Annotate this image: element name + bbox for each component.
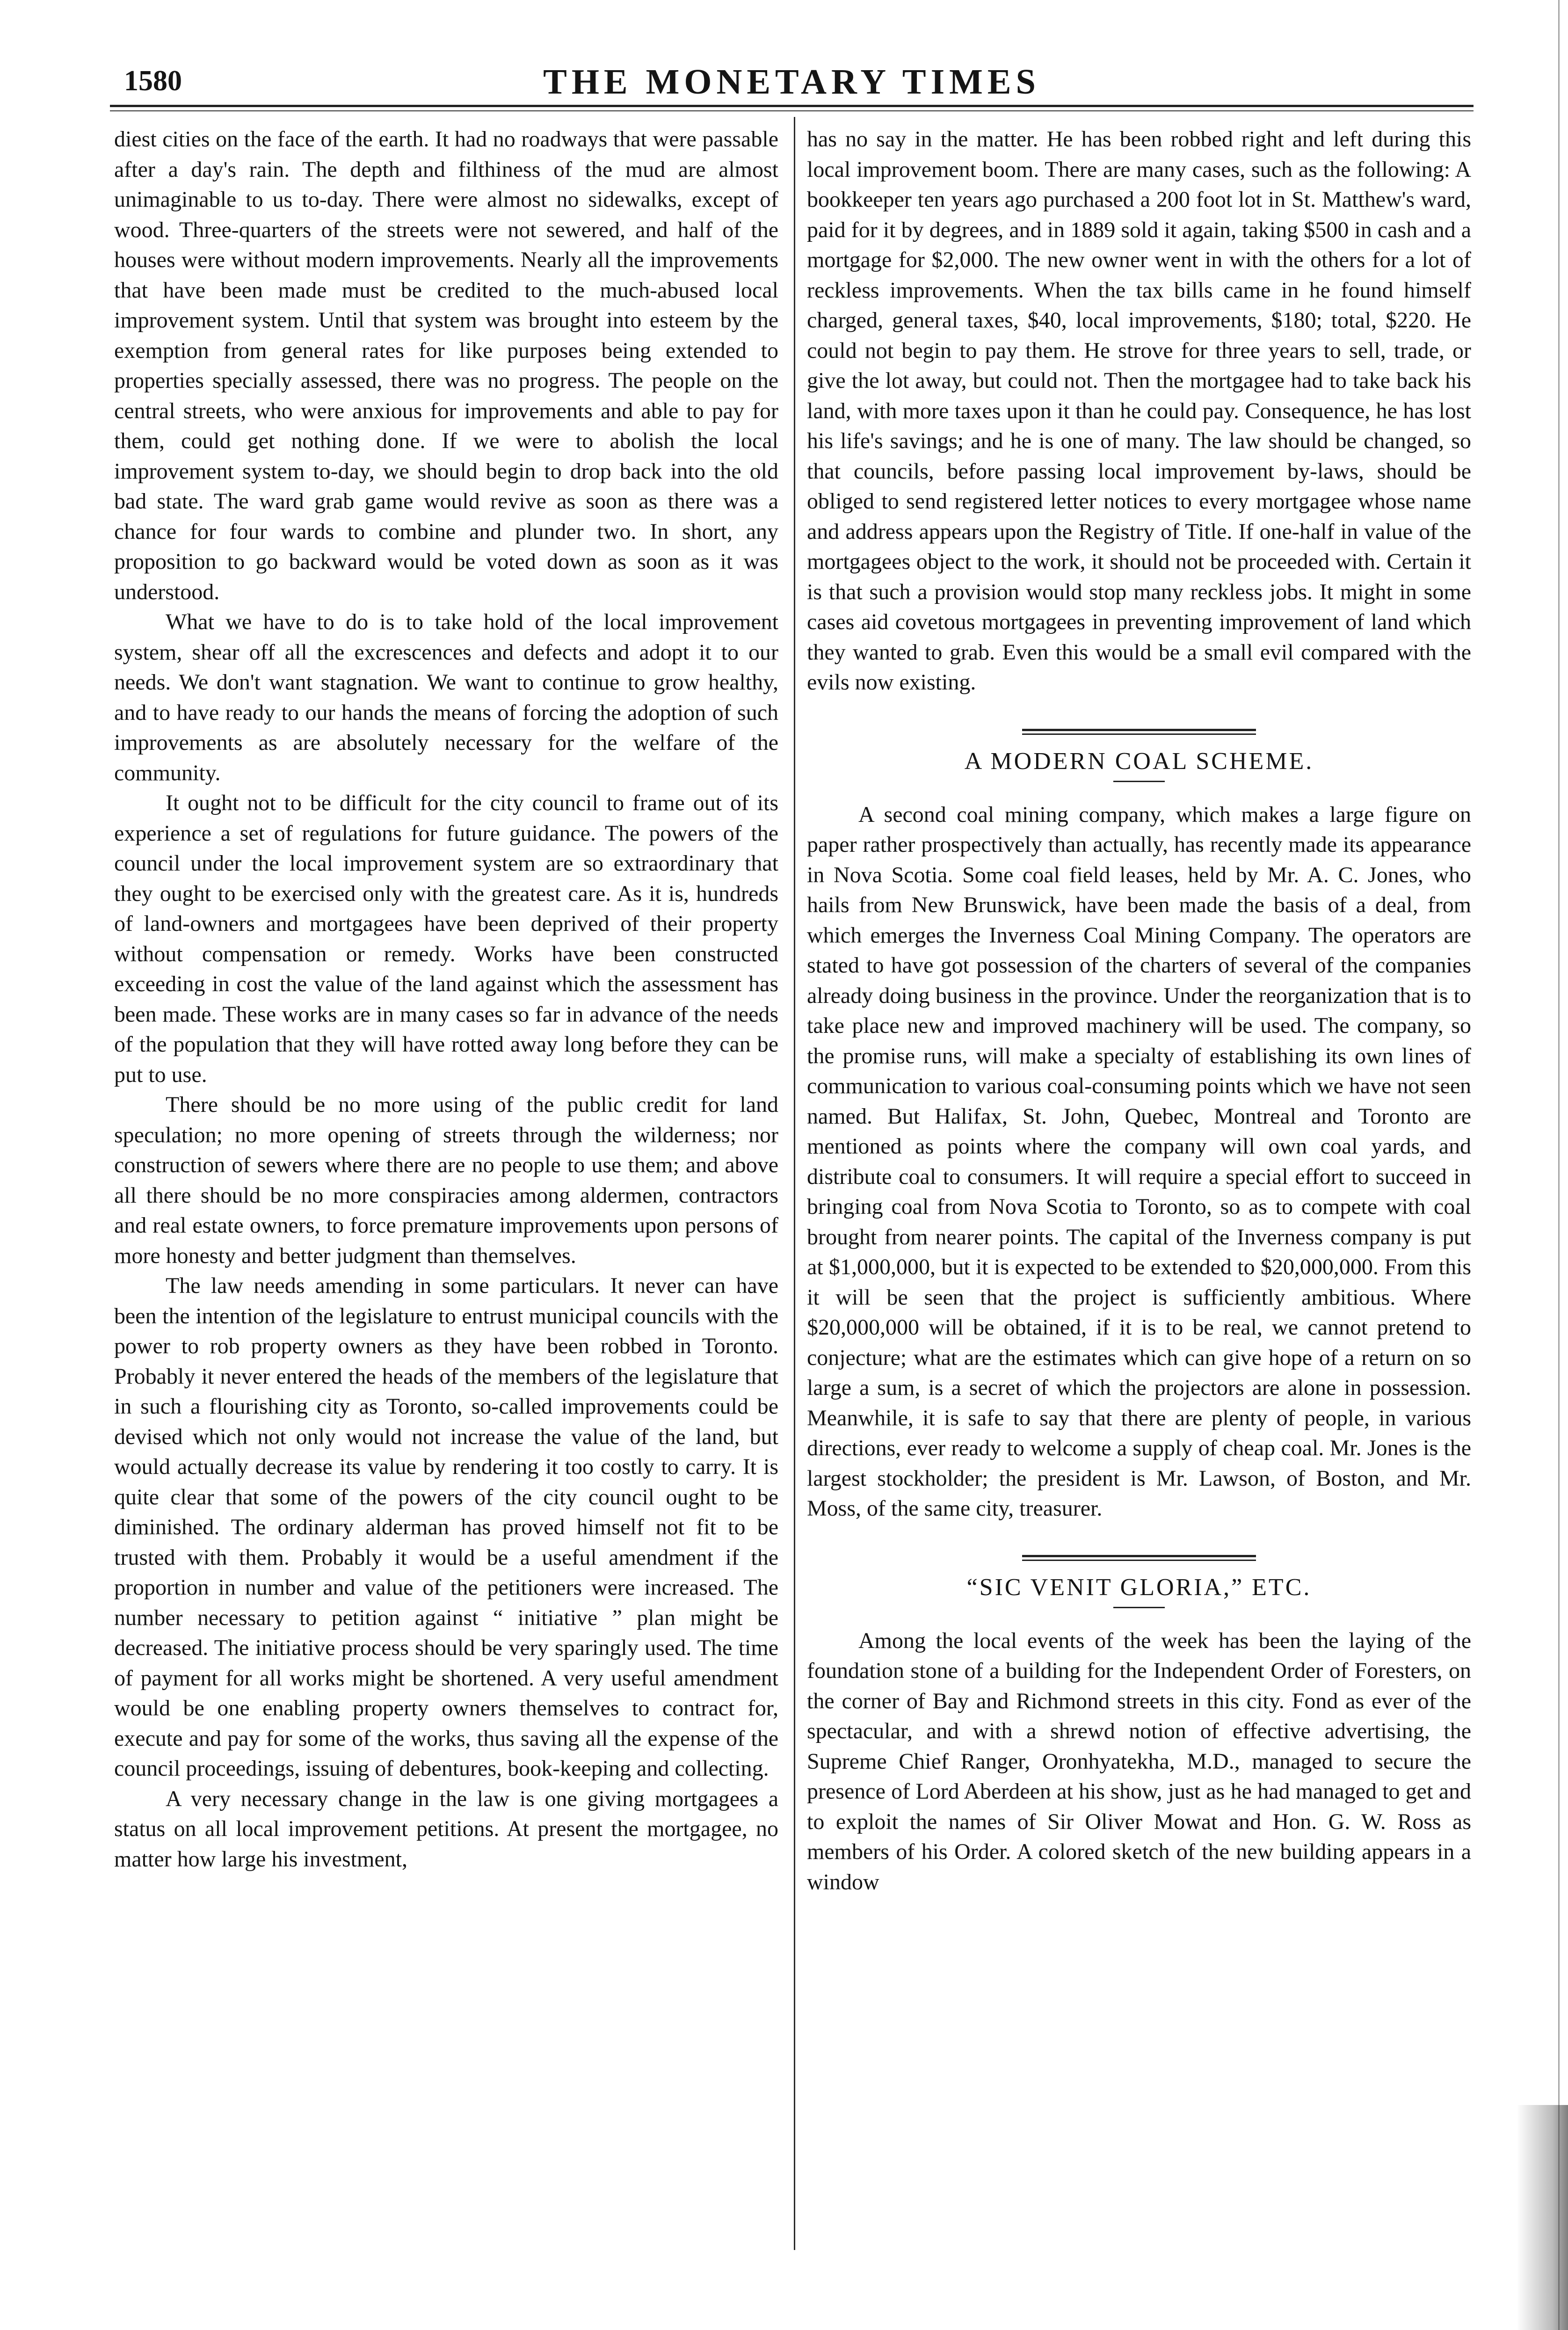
- heading-underline: [1113, 781, 1165, 782]
- scan-edge-smudge: [1517, 2105, 1568, 2330]
- paragraph: A second coal mining company, which makes a large figure on paper rather prospectively than actually, has recently made its appearance in Nova Scotia. Some coal field leases, held by Mr. A. C. Jones, who hails from New Brunswick, have been made the basis of a deal, from which emerges the Inverness Coal Mining Company. The operators are stated to have got possession of the charters of several of the companies already doing business in the province. Under the reorganization that is to take place new and improved machinery will be used. The company, so the promise runs, will make a specialty of establishing its own lines of communication to various coal-consuming points which we have not seen named. But Halifax, St. John, Quebec, Montreal and Toronto are mentioned as points where the company will own coal yards, and distribute coal to consumers. It will require a special effort to succeed in bringing coal from Nova Scotia to Toronto, so as to compete with coal brought from nearer points. The capital of the Inverness company is put at $1,000,000, but it is expected to be extended to $20,000,000. From this it will be seen that the project is sufficiently ambitious. Where $20,000,000 will be obtained, if it is to be real, we cannot pretend to conjecture; what are the estimates which can give hope of a return on so large a sum, is a secret of which the projectors are alone in possession. Meanwhile, it is safe to say that there are plenty of people, in various directions, ever ready to welcome a supply of cheap coal. Mr. Jones is the largest stockholder; the president is Mr. Lawson, of Boston, and Mr. Moss, of the same city, treasurer.: [807, 802, 1471, 1521]
- paragraph: diest cities on the face of the earth. It had no roadways that were passable after a day's rain. The depth and filthiness of the mud are almost unimaginable to us to-day. There were almost no sidewalks, except of wood. Three-quarters of the streets were not sewered, and half of the houses were without modern improvements. Nearly all the improvements that have been made must be credited to the much-abused local improvement system. Until that system was brought into esteem by the exemption from general rates for like purposes being extended to properties specially assessed, there was no progress. The people on the central streets, who were anxious for improvements and able to pay for them, could get nothing done. If we were to abolish the local improvement system to-day, we should begin to drop back into the old bad state. The ward grab game would revive as soon as there was a chance for four wards to combine and plunder two. In short, any proposition to go backward would be voted down as soon as it was understood.: [114, 127, 778, 604]
- section-break-rule: [1022, 729, 1256, 735]
- masthead-title: THE MONETARY TIMES: [543, 62, 1040, 102]
- paragraph: What we have to do is to take hold of the local improvement system, shear off all the excrescences and defects and adopt it to our needs. We don't want stagnation. We want to continue to grow healthy, and to have ready to our hands the means of forcing the adoption of such improvements as are absolutely necessary for the welfare of the community.: [114, 610, 778, 785]
- column-divider: [794, 117, 795, 2250]
- paragraph: A very necessary change in the law is one giving mortgagees a status on all local improvement petitions. At present the mortgagee, no matter how large his investment,: [114, 1786, 778, 1872]
- paragraph: Among the local events of the week has been the laying of the foundation stone of a building for the Independent Order of Foresters, on the corner of Bay and Richmond streets in this city. Fond as ever of the spectacular, and with a shrewd notion of effective advertising, the Supreme Chief Ranger, Oronhyatekha, M.D., managed to secure the presence of Lord Aberdeen at his show, just as he had managed to get and to exploit the names of Sir Oliver Mowat and Hon. G. W. Ross as members of his Order. A colored sketch of the new building appears in a window: [807, 1628, 1471, 1894]
- scan-edge-line: [1558, 0, 1560, 2330]
- paragraph: There should be no more using of the public credit for land speculation; no more opening of streets through the wilderness; nor construction of sewers where there are no people to use them; and above all there should be no more conspiracies among aldermen, contractors and real estate owners, to force premature improvements upon persons of more honesty and better judgment than themselves.: [114, 1092, 778, 1268]
- right-column: [807, 124, 1471, 1897]
- section-break-rule: [1022, 1555, 1256, 1561]
- page-header: [110, 62, 1474, 130]
- page-number: 1580: [124, 65, 182, 97]
- paragraph: The law needs amending in some particulars. It never can have been the intention of the legislature to entrust municipal councils with the power to rob property owners as they have been robbed in Toronto. Probably it never entered the heads of the members of the legislature that in such a flourishing city as Toronto, so-called improvements could be devised which not only would not increase the value of the land, but would actually decrease its value by rendering it too costly to carry. It is quite clear that some of the powers of the city council ought to be diminished. The ordinary alderman has proved himself not fit to be trusted with them. Probably it would be a useful amendment if the proportion in number and value of the petitioners were increased. The number necessary to petition against “ initiative ” plan might be decreased. The initiative process should be very sparingly used. The time of payment for all works might be shortened. A very useful amendment would be one enabling property owners themselves to contract for, execute and pay for some of the works, thus saving all the expense of the council proceedings, issuing of debentures, book-keeping and collecting.: [114, 1273, 778, 1781]
- header-rule-thin: [110, 110, 1474, 111]
- section-heading-sic-venit-gloria: “SIC VENIT GLORIA,” ETC.: [966, 1574, 1312, 1601]
- header-rule: [110, 105, 1474, 107]
- paragraph: has no say in the matter. He has been robbed right and left during this local improvement boom. There are many cases, such as the following: A bookkeeper ten years ago purchased a 200 foot lot in St. Matthew's ward, paid for it by degrees, and in 1889 sold it again, taking $500 in cash and a mortgage for $2,000. The new owner went in with the others for a lot of reckless improvements. When the tax bills came in he found himself charged, general taxes, $40, local improvements, $180; total, $220. He could not begin to pay them. He strove for three years to sell, trade, or give the lot away, but could not. Then the mortgagee had to take back his land, with more taxes upon it than he could pay. Consequence, he has lost his life's savings; and he is one of many. The law should be changed, so that councils, before passing local improvement by-laws, should be obliged to send registered letter notices to every mortgagee whose name and address appears upon the Registry of Title. If one-half in value of the mortgagees object to the work, it should not be proceeded with. Certain it is that such a provision would stop many reckless jobs. It might in some cases aid covetous mortgagees in preventing improvement of land which they wanted to grab. Even this would be a small evil compared with the evils now existing.: [807, 127, 1471, 695]
- heading-underline: [1113, 1607, 1165, 1608]
- paragraph: It ought not to be difficult for the city council to frame out of its experience a set of regulations for future guidance. The powers of the council under the local improvement system are so extraordinary that they ought to be exercised only with the greatest care. As it is, hundreds of land-owners and mortgagees have been deprived of their property without compensation or remedy. Works have been constructed exceeding in cost the value of the land against which the assessment has been made. These works are in many cases so far in advance of the needs of the population that they will have rotted away long before they can be put to use.: [114, 791, 778, 1087]
- section-heading-coal-scheme: A MODERN COAL SCHEME.: [964, 748, 1314, 775]
- left-column: [114, 124, 778, 1874]
